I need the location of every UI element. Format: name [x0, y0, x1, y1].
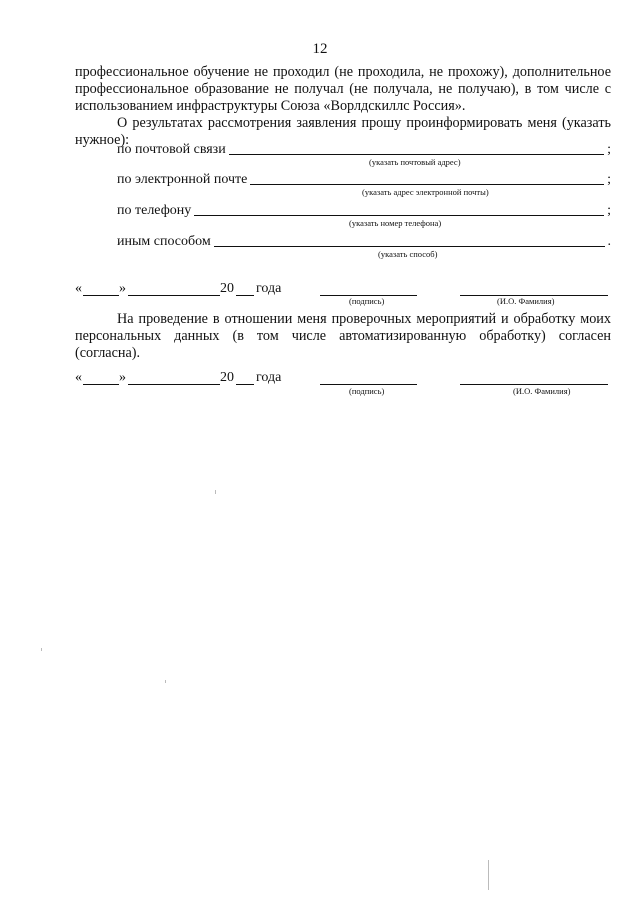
paragraph-consent [75, 311, 611, 362]
year-prefix: 20 [220, 281, 234, 296]
field-other-label: иным способом [117, 234, 211, 249]
month-line[interactable] [128, 294, 220, 296]
field-phone-end: ; [607, 203, 611, 218]
field-other-end: . [607, 234, 611, 249]
field-postal-label: по почтовой связи [117, 142, 226, 157]
field-postal-hint: (указать почтовый адрес) [369, 157, 461, 167]
field-email-end: ; [607, 172, 611, 187]
field-other-line[interactable] [214, 245, 605, 247]
field-other[interactable] [117, 232, 611, 250]
field-postal[interactable] [117, 140, 611, 158]
signature-hint-1: (подпись) [349, 296, 385, 306]
open-quote: « [75, 370, 82, 385]
year-prefix: 20 [220, 370, 234, 385]
year-suffix: года [256, 281, 282, 296]
signature-hint-2: (подпись) [349, 386, 385, 396]
name-line[interactable] [460, 383, 608, 385]
year-suffix: года [256, 370, 282, 385]
paragraph-consent-text: На проведение в отношении меня проверочных мероприятий и обработку моих персональных данных (в том числе автоматизированную обработку) согласен (согласна). [75, 311, 611, 361]
page-number: 12 [312, 41, 328, 57]
year-line[interactable] [236, 383, 254, 385]
field-email-label: по электронной почте [117, 172, 248, 187]
field-phone[interactable] [117, 201, 611, 219]
field-phone-hint: (указать номер телефона) [349, 218, 442, 228]
scan-speck [215, 490, 216, 494]
open-quote: « [75, 281, 82, 296]
name-hint-2: (И.О. Фамилия) [513, 386, 571, 396]
field-postal-end: ; [607, 142, 611, 157]
close-quote: » [119, 281, 126, 296]
day-line[interactable] [83, 294, 119, 296]
scan-speck [165, 680, 166, 683]
scan-speck [41, 648, 42, 651]
field-email-hint: (указать адрес электронной почты) [362, 187, 489, 197]
day-line[interactable] [83, 383, 119, 385]
field-email-line[interactable] [250, 183, 604, 185]
paragraph-intro: профессиональное обучение не проходил (не проходила, не прохожу), дополнительное профессиональное образование не получал (не получала, не получаю), в том числе с использованием инфраструктуры Союза «Ворлдскиллс Россия». [75, 64, 611, 114]
field-other-hint: (указать способ) [378, 249, 438, 259]
year-line[interactable] [236, 294, 254, 296]
name-hint-1: (И.О. Фамилия) [497, 296, 555, 306]
month-line[interactable] [128, 383, 220, 385]
field-phone-line[interactable] [194, 214, 604, 216]
field-email[interactable] [117, 170, 611, 188]
signature-line[interactable] [320, 383, 417, 385]
field-phone-label: по телефону [117, 203, 192, 218]
field-postal-line[interactable] [229, 153, 604, 155]
scan-speck [488, 860, 489, 890]
close-quote: » [119, 370, 126, 385]
paragraph-notify-text: О результатах рассмотрения заявления прошу проинформировать меня (указать нужное): [75, 115, 611, 148]
